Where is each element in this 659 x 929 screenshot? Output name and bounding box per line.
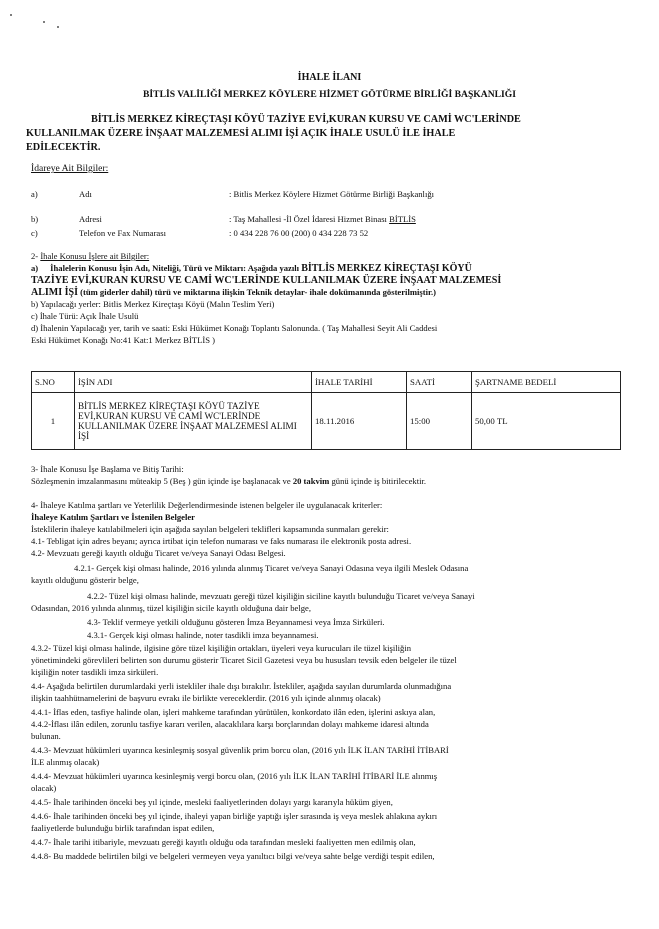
s4-line: 4.2.2- Tüzel kişi olması halinde, mevzuatı gereği tüzel kişiliğin siciline kayıtlı bulunduğu Ticaret ve/veya Sanayi [87, 591, 475, 601]
s4-line: 4- İhaleye Katılma şartları ve Yeterlilik Değerlendirmesinde istenen belgeler ile uygulanacak kriterler: [31, 500, 383, 510]
section2-prefix: 2- [31, 251, 41, 261]
table-header-row [32, 372, 621, 393]
s4-line: 4.4.8- Bu maddede belirtilen bilgi ve belgeleri vermeyen veya yanıltıcı bilgi ve/veya sahte belge verdiği tespit edilen, [31, 851, 435, 861]
section2-a-detail: (tüm giderler dahil) türü ve miktarına ilişkin Teknik detaylar- ihale dokümanında gösterilmiştir.) [80, 287, 437, 297]
col-header-name: İŞİN ADI [75, 372, 312, 393]
section2-d-line2: Eski Hükümet Konağı No:41 Kat:1 Merkez BİTLİS ) [31, 335, 216, 345]
section2-a-work-name: BİTLİS MERKEZ KİREÇTAŞI KÖYÜ [301, 263, 472, 274]
section2-a-line3 [31, 287, 436, 298]
subject-line-2: KULLANILMAK ÜZERE İNŞAAT MALZEMESİ ALIMI İŞİ AÇIK İHALE USULÜ İLE İHALE [26, 128, 456, 139]
section3-duration: 20 takvim [292, 476, 330, 486]
col-header-fee: ŞARTNAME BEDELİ [472, 372, 621, 393]
s4-line: olacak) [31, 783, 57, 793]
tender-table [31, 371, 621, 450]
table-row [32, 393, 621, 450]
s4-line: 4.3.2- Tüzel kişi olması halinde, ilgisine göre tüzel kişiliğin ortakları, üyeleri veya kurucuları ile tüzel kişiliğin [31, 643, 412, 653]
s4-line: İLE alınmış olacak) [31, 757, 100, 767]
s4-line: 4.4.3- Mevzuat hükümleri uyarınca kesinleşmiş sosyal güvenlik prim borcu olan, (2016 yılı İLK İLAN TARİHİ İTİBARİ [31, 745, 449, 755]
cell-date: 18.11.2016 [312, 393, 407, 450]
admin-address-text: : Taş Mahallesi -İl Özel İdaresi Hizmet Binası [229, 214, 387, 224]
announcement-title: İHALE İLANI [297, 72, 362, 83]
s4-line: İsteklilerin ihaleye katılabilmeleri için aşağıda sayılan belgeleri teklifleri kapsamında sunmaları gerekir: [31, 524, 389, 534]
admin-key-c: c) [31, 228, 38, 238]
subject-line-3: EDİLECEKTİR. [26, 142, 101, 153]
section3-heading: 3- İhale Konusu İşe Başlama ve Bitiş Tarihi: [31, 464, 184, 474]
scan-mark [43, 21, 45, 23]
admin-value-phone: : 0 434 228 76 00 (200) 0 434 228 73 52 [229, 228, 369, 238]
s4-line: faaliyetlerde bulunduğu birlik tarafından ispat edilen, [31, 823, 215, 833]
cell-no: 1 [32, 393, 75, 450]
section2-d-line1: d) İhalenin Yapılacağı yer, tarih ve saati: Eski Hükümet Konağı Toplantı Salonunda. ( Taş Mahallesi Seyit Ali Caddesi [31, 323, 438, 333]
admin-value-name: : Bitlis Merkez Köylere Hizmet Götürme Birliği Başkanlığı [229, 189, 435, 199]
s4-line: 4.4.7- İhale tarihi itibariyle, mevzuatı gereği kayıtlı olduğu oda tarafından mesleki faaliyetten men edilmiş olan, [31, 837, 416, 847]
s4-line: 4.2.1- Gerçek kişi olması halinde, 2016 yılında alınmış Ticaret ve/veya Sanayi Odasına veya ilgili Meslek Odasına [74, 563, 469, 573]
section2-heading [31, 251, 149, 261]
cell-fee: 50,00 TL [472, 393, 621, 450]
admin-label-name: Adı [79, 189, 92, 199]
scan-mark [10, 14, 12, 16]
admin-address-city: BİTLİS [389, 214, 416, 224]
s4-line: bulunan. [31, 731, 61, 741]
section2-a-line1 [31, 263, 472, 274]
s4-line: 4.4.2-İflası ilân edilen, zorunlu tasfiye kararı verilen, alacaklılara karşı borçlarından dolayı mahkeme idaresi altında [31, 719, 429, 729]
section2-a-work-tail: ALIMI İŞİ [31, 287, 78, 298]
admin-label-phone: Telefon ve Fax Numarası [79, 228, 166, 238]
cell-time: 15:00 [407, 393, 472, 450]
admin-heading: İdareye Ait Bilgiler: [31, 163, 109, 174]
s4-line: kişiliğin noter tasdikli imza sirküleri. [31, 667, 159, 677]
admin-value-address [229, 214, 416, 224]
col-header-time: SAATİ [407, 372, 472, 393]
admin-key-a: a) [31, 189, 38, 199]
s4-line: 4.1- Tebligat için adres beyanı; ayrıca irtibat için telefon numarası ve faks numarası ile elektronik posta adresi. [31, 536, 412, 546]
col-header-no: S.NO [32, 372, 75, 393]
section2-b: b) Yapılacağı yerler: Bitlis Merkez Kireçtaşı Köyü (Malın Teslim Yeri) [31, 299, 275, 309]
section2-a-line2: TAZİYE EVİ,KURAN KURSU VE CAMİ WC'LERİNDE KULLANILMAK ÜZERE İNŞAAT MALZEMESİ [31, 275, 502, 286]
section3-text-pre: Sözleşmenin imzalanmasını müteakip 5 (Beş ) gün içinde işe başlanacak ve [31, 476, 291, 486]
s4-line: ilişkin taahhütnamelerini de başvuru evrakı ile birlikte vereceklerdir. (2016 yılı içinde alınmış olacak) [31, 693, 381, 703]
s4-line: 4.4.5- İhale tarihinden önceki beş yıl içinde, mesleki faaliyetlerinden dolayı yargı kararıyla hüküm giyen, [31, 797, 393, 807]
section2-c: c) İhale Türü: Açık İhale Usulü [31, 311, 139, 321]
section3-text-post: günü içinde iş bitirilecektir. [331, 476, 427, 486]
section2-title: İhale Konusu İşlere ait Bilgiler: [40, 251, 150, 261]
admin-key-b: b) [31, 214, 39, 224]
col-header-date: İHALE TARİHİ [312, 372, 407, 393]
s4-line: 4.3.1- Gerçek kişi olması halinde, noter tasdikli imza beyannamesi. [87, 630, 319, 640]
s4-line: 4.4.1- İflas eden, tasfiye halinde olan, işleri mahkeme tarafından yürütülen, konkordato ilân eden, işlerini askıya alan, [31, 707, 436, 717]
s4-line: kayıtlı olduğunu gösterir belge, [31, 575, 139, 585]
s4-line: yönetimindeki görevlileri belirten son durumu gösterir Ticaret Sicil Gazetesi veya bu hususları tevsik eden belgeler ile tüzel [31, 655, 457, 665]
section2-a-key: a) [31, 263, 39, 273]
s4-line: 4.3- Teklif vermeye yetkili olduğunu gösteren İmza Beyannamesi veya İmza Sirküleri. [87, 617, 385, 627]
scan-mark [57, 26, 59, 28]
cell-name: BİTLİS MERKEZ KİREÇTAŞI KÖYÜ TAZİYE EVİ,KURAN KURSU VE CAMİ WC'LERİNDE KULLANILMAK ÜZERE İNŞAAT MALZEMESİ ALIMI İŞİ [75, 393, 312, 450]
authority-name: BİTLİS VALİLİĞİ MERKEZ KÖYLERE HİZMET GÖTÜRME BİRLİĞİ BAŞKANLIĞI [143, 89, 516, 100]
s4-line: 4.4- Aşağıda belirtilen durumlardaki yerli istekliler ihale dışı bırakılır. İstekliler, aşağıda sayılan durumlarda olunmadığına [31, 681, 452, 691]
subject-line-1: BİTLİS MERKEZ KİREÇTAŞI KÖYÜ TAZİYE EVİ,KURAN KURSU VE CAMİ WC'LERİNDE [91, 114, 521, 125]
s4-line: 4.4.6- İhale tarihinden önceki beş yıl içinde, ihaleyi yapan birliğe yaptığı işler sırasında iş veya meslek ahlakına aykırı [31, 811, 438, 821]
s4-line: 4.2- Mevzuatı gereği kayıtlı olduğu Ticaret ve/veya Sanayi Odası Belgesi. [31, 548, 286, 558]
section3-text [31, 476, 426, 486]
admin-label-address: Adresi [79, 214, 102, 224]
section2-a-label: İhalelerin Konusu İşin Adı, Niteliği, Türü ve Miktarı: Aşağıda yazılı [50, 263, 300, 273]
s4-line: 4.4.4- Mevzuat hükümleri uyarınca kesinleşmiş vergi borcu olan, (2016 yılı İLK İLAN TARİHİ İTİBARİ İLE alınmış [31, 771, 438, 781]
s4-line: Odasından, 2016 yılında alınmış, tüzel kişiliğin sicile kayıtlı olduğuna dair belge, [31, 603, 311, 613]
s4-line: İhaleye Katılım Şartları ve İstenilen Belgeler [31, 512, 195, 522]
